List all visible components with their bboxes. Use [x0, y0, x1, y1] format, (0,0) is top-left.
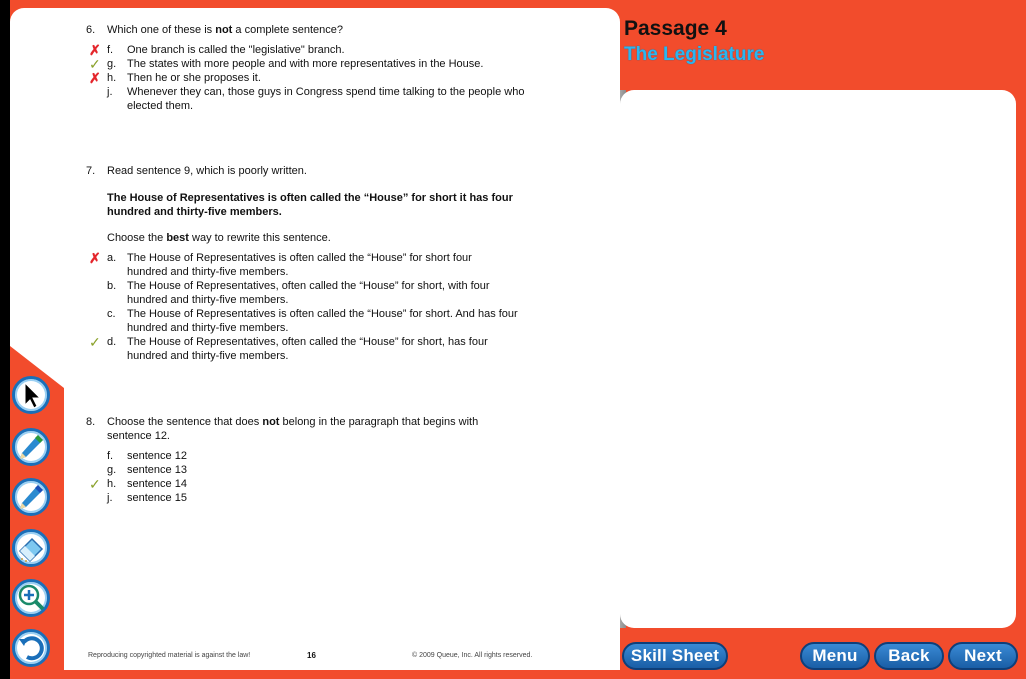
- question-prompt: Choose the sentence that does not belong in the paragraph that begins with sentence 12.: [107, 416, 479, 442]
- option-text: sentence 14: [127, 478, 187, 490]
- pointer-icon: [16, 380, 46, 410]
- passage-subtitle: The Legislature: [624, 44, 765, 65]
- zoom-button[interactable]: [12, 579, 50, 617]
- next-button[interactable]: Next: [948, 642, 1018, 670]
- correct-mark-icon: ✓: [89, 476, 101, 492]
- reset-icon: [16, 633, 46, 663]
- option-text: Whenever they can, those guys in Congress spend time talking to the people who elected them.: [127, 86, 525, 112]
- correct-mark-icon: ✓: [89, 56, 101, 72]
- wrong-mark-icon: ✗: [89, 250, 101, 266]
- passage-title: Passage 4: [624, 17, 727, 40]
- option-letter: j.: [107, 86, 113, 98]
- pencil-blue-icon: [16, 482, 46, 512]
- highlighter-green-button[interactable]: [12, 428, 50, 466]
- option-letter: f.: [107, 44, 114, 56]
- question-number: 7.: [86, 165, 96, 177]
- question-prompt: Which one of these is not a complete sentence?: [107, 24, 344, 36]
- question-number: 8.: [86, 416, 96, 428]
- window-edge: [0, 0, 10, 679]
- option-letter: d.: [107, 336, 117, 348]
- eraser-button[interactable]: [12, 529, 50, 567]
- option-text: The House of Representatives is often called the “House” for short four hundred and thirty-five members.: [127, 252, 472, 278]
- option-letter: j.: [107, 492, 113, 504]
- highlighter-blue-button[interactable]: [12, 478, 50, 516]
- back-button[interactable]: Back: [874, 642, 944, 670]
- question-number: 6.: [86, 24, 96, 36]
- option-letter: f.: [107, 450, 114, 462]
- wrong-mark-icon: ✗: [89, 70, 101, 86]
- instruction-text: Choose the best way to rewrite this sentence.: [107, 232, 331, 244]
- option-letter: g.: [107, 464, 117, 476]
- sentence-text: The House of Representatives is often called the “House” for short it has four hundred and thirty-five members.: [107, 192, 513, 218]
- question-prompt: Read sentence 9, which is poorly written.: [107, 165, 307, 177]
- pointer-tool-button[interactable]: [12, 376, 50, 414]
- option-letter: g.: [107, 58, 117, 70]
- option-text: Then he or she proposes it.: [127, 72, 261, 84]
- option-letter: c.: [107, 308, 116, 320]
- option-letter: a.: [107, 252, 117, 264]
- option-text: The House of Representatives, often called the “House” for short, has four hundred and thirty-five members.: [127, 336, 488, 362]
- passage-page: [620, 90, 1016, 628]
- option-text: The states with more people and with more representatives in the House.: [127, 58, 484, 70]
- menu-button[interactable]: Menu: [800, 642, 870, 670]
- wrong-mark-icon: ✗: [89, 42, 101, 58]
- eraser-icon: [16, 533, 46, 563]
- option-letter: h.: [107, 72, 117, 84]
- zoom-in-icon: [16, 583, 46, 613]
- copyright-notice: Reproducing copyrighted material is against the law!: [88, 652, 251, 659]
- correct-mark-icon: ✓: [89, 334, 101, 350]
- pencil-green-icon: [16, 432, 46, 462]
- option-letter: h.: [107, 478, 117, 490]
- option-text: sentence 13: [127, 464, 187, 476]
- reset-button[interactable]: [12, 629, 50, 667]
- copyright-text: © 2009 Queue, Inc. All rights reserved.: [412, 652, 533, 659]
- option-text: sentence 12: [127, 450, 187, 462]
- option-text: The House of Representatives, often called the “House” for short, with four hundred and thirty-five members.: [127, 280, 490, 306]
- skill-sheet-button[interactable]: Skill Sheet: [622, 642, 728, 670]
- option-text: sentence 15: [127, 492, 187, 504]
- option-letter: b.: [107, 280, 117, 292]
- option-text: The House of Representatives is often called the “House” for short. And has four hundred and thirty-five members.: [127, 308, 518, 334]
- option-text: One branch is called the "legislative" branch.: [127, 44, 345, 56]
- page-number: 16: [307, 651, 316, 660]
